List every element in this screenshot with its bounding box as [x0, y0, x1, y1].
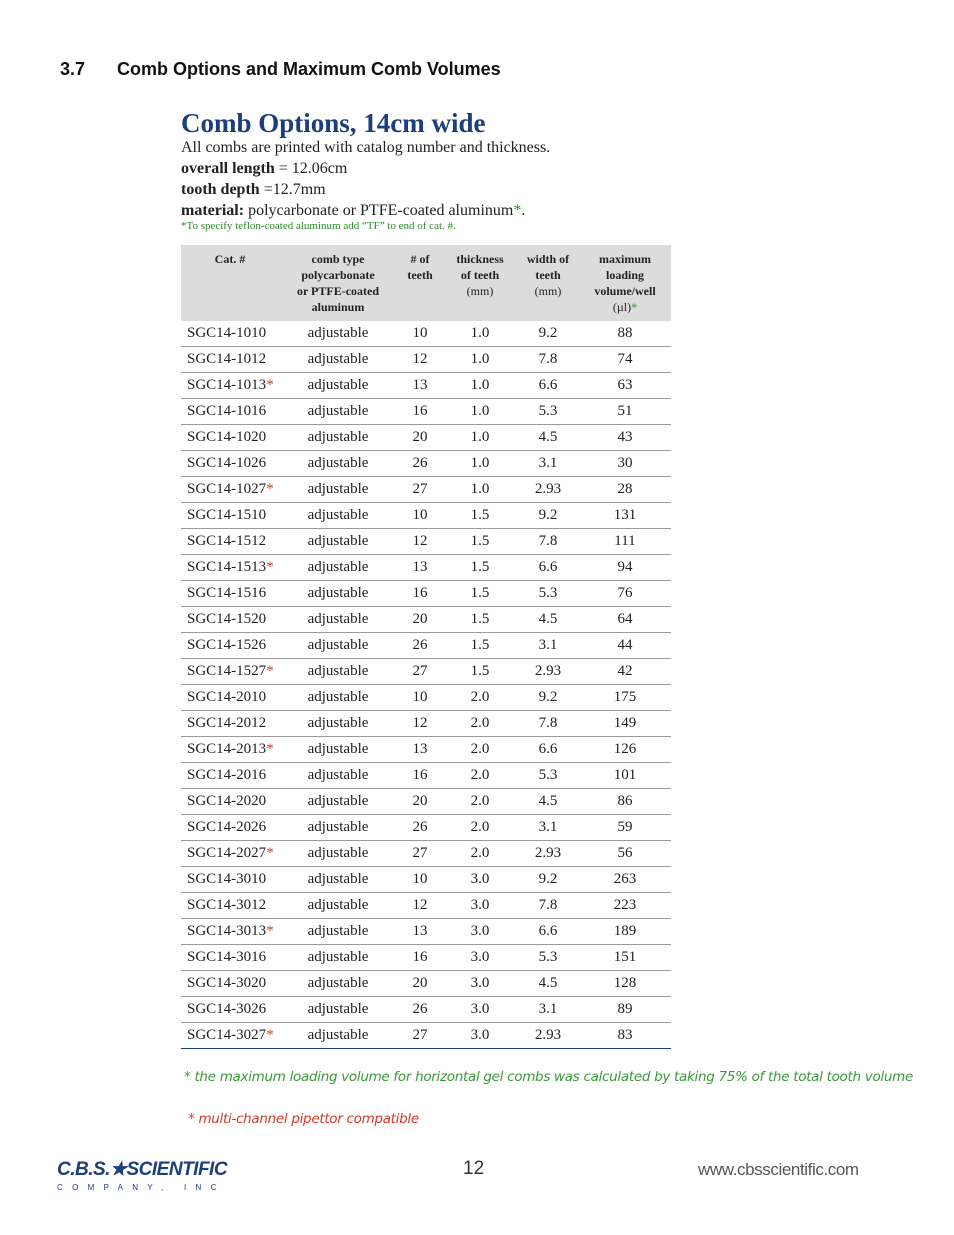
cell-volume: 64: [579, 607, 671, 633]
section-title: Comb Options and Maximum Comb Volumes: [117, 59, 501, 79]
table-body: [181, 321, 671, 1049]
cell-width: 2.93: [517, 477, 579, 503]
table-row: [181, 997, 671, 1023]
header-volume: maximum loading volume/well (µl)*: [579, 245, 671, 321]
cell-comb-type: adjustable: [279, 763, 397, 789]
cell-thickness: 1.0: [443, 425, 517, 451]
cell-thickness: 1.5: [443, 503, 517, 529]
footnote-volume: * the maximum loading volume for horizontal gel combs was calculated by taking 75% of the total tooth volume: [184, 1069, 913, 1085]
cell-cat: SGC14-3012: [181, 893, 279, 919]
cell-volume: 149: [579, 711, 671, 737]
cell-comb-type: adjustable: [279, 633, 397, 659]
overall-length-line: [181, 158, 741, 179]
cell-thickness: 1.0: [443, 373, 517, 399]
tooth-depth-value: =12.7mm: [259, 181, 326, 198]
cell-width: 3.1: [517, 815, 579, 841]
cell-teeth: 16: [397, 763, 443, 789]
cell-width: 9.2: [517, 685, 579, 711]
cell-thickness: 3.0: [443, 893, 517, 919]
cell-comb-type: adjustable: [279, 867, 397, 893]
cell-comb-type: adjustable: [279, 321, 397, 347]
cell-volume: 175: [579, 685, 671, 711]
cell-volume: 223: [579, 893, 671, 919]
teflon-note: *To specify teflon-coated aluminum add “TF” to end of cat. #.: [181, 220, 456, 232]
cell-teeth: 26: [397, 997, 443, 1023]
cell-width: 4.5: [517, 789, 579, 815]
cell-cat: SGC14-2016: [181, 763, 279, 789]
cell-thickness: 1.5: [443, 633, 517, 659]
cell-cat: SGC14-1526: [181, 633, 279, 659]
cell-comb-type: adjustable: [279, 737, 397, 763]
cell-comb-type: adjustable: [279, 425, 397, 451]
cell-cat: SGC14-2013*: [181, 737, 279, 763]
header-comb-type: comb type polycarbonate or PTFE-coated aluminum: [279, 245, 397, 321]
cell-thickness: 1.0: [443, 477, 517, 503]
table-row: [181, 555, 671, 581]
cell-cat: SGC14-2027*: [181, 841, 279, 867]
pipettor-star: *: [266, 845, 274, 861]
cell-volume: 189: [579, 919, 671, 945]
table-row: [181, 789, 671, 815]
cell-thickness: 3.0: [443, 867, 517, 893]
cell-cat: SGC14-1516: [181, 581, 279, 607]
cell-teeth: 12: [397, 347, 443, 373]
cell-cat: SGC14-1527*: [181, 659, 279, 685]
cell-width: 4.5: [517, 607, 579, 633]
cell-teeth: 27: [397, 659, 443, 685]
cell-volume: 76: [579, 581, 671, 607]
table-row: [181, 971, 671, 997]
cell-width: 5.3: [517, 581, 579, 607]
table-row: [181, 737, 671, 763]
cell-cat: SGC14-2012: [181, 711, 279, 737]
cell-thickness: 1.0: [443, 451, 517, 477]
table-row: [181, 685, 671, 711]
cell-comb-type: adjustable: [279, 659, 397, 685]
cell-teeth: 10: [397, 503, 443, 529]
cell-volume: 151: [579, 945, 671, 971]
cell-comb-type: adjustable: [279, 971, 397, 997]
pipettor-star: *: [266, 1027, 274, 1043]
table-row: [181, 633, 671, 659]
cell-cat: SGC14-1512: [181, 529, 279, 555]
cell-comb-type: adjustable: [279, 711, 397, 737]
cell-thickness: 2.0: [443, 685, 517, 711]
cell-width: 4.5: [517, 971, 579, 997]
table-row: [181, 945, 671, 971]
cell-teeth: 20: [397, 789, 443, 815]
logo-subtitle: COMPANY, INC: [57, 1183, 226, 1192]
header-teeth: # of teeth: [397, 245, 443, 321]
cell-thickness: 1.5: [443, 529, 517, 555]
cell-width: 2.93: [517, 841, 579, 867]
material-end: .: [521, 202, 526, 219]
cell-volume: 131: [579, 503, 671, 529]
material-line: [181, 200, 741, 221]
cell-volume: 101: [579, 763, 671, 789]
cell-width: 6.6: [517, 555, 579, 581]
cell-cat: SGC14-2020: [181, 789, 279, 815]
cell-volume: 89: [579, 997, 671, 1023]
cell-width: 9.2: [517, 867, 579, 893]
cell-comb-type: adjustable: [279, 685, 397, 711]
cell-thickness: 3.0: [443, 919, 517, 945]
page-title: Comb Options, 14cm wide: [181, 108, 486, 138]
logo-star-icon: ★: [109, 1159, 127, 1180]
cell-thickness: 2.0: [443, 841, 517, 867]
cell-cat: SGC14-1513*: [181, 555, 279, 581]
cell-teeth: 20: [397, 425, 443, 451]
material-star: *: [513, 202, 522, 219]
cell-thickness: 1.5: [443, 555, 517, 581]
cell-width: 6.6: [517, 919, 579, 945]
cell-comb-type: adjustable: [279, 841, 397, 867]
overall-length-value: = 12.06cm: [274, 160, 348, 177]
cell-cat: SGC14-1016: [181, 399, 279, 425]
cell-teeth: 12: [397, 529, 443, 555]
cell-width: 5.3: [517, 763, 579, 789]
material-value: polycarbonate or PTFE-coated aluminum: [244, 202, 514, 219]
table-row: [181, 867, 671, 893]
cell-width: 2.93: [517, 1023, 579, 1049]
table-row: [181, 451, 671, 477]
cell-thickness: 1.5: [443, 607, 517, 633]
cell-comb-type: adjustable: [279, 997, 397, 1023]
footnote-pipettor: * multi-channel pipettor compatible: [188, 1111, 419, 1127]
cell-width: 5.3: [517, 945, 579, 971]
cell-comb-type: adjustable: [279, 945, 397, 971]
pipettor-star: *: [266, 377, 274, 393]
cell-comb-type: adjustable: [279, 347, 397, 373]
tooth-depth-label: tooth depth: [181, 181, 260, 198]
cell-thickness: 2.0: [443, 763, 517, 789]
table-row: [181, 503, 671, 529]
cell-cat: SGC14-2010: [181, 685, 279, 711]
cell-cat: SGC14-1012: [181, 347, 279, 373]
cell-width: 6.6: [517, 373, 579, 399]
table-row: [181, 763, 671, 789]
header-cat: Cat. #: [181, 245, 279, 321]
table-row: [181, 607, 671, 633]
cell-volume: 128: [579, 971, 671, 997]
cell-teeth: 26: [397, 815, 443, 841]
cell-width: 3.1: [517, 451, 579, 477]
cell-comb-type: adjustable: [279, 399, 397, 425]
page-number: 12: [463, 1158, 485, 1179]
cell-thickness: 3.0: [443, 997, 517, 1023]
cell-teeth: 12: [397, 711, 443, 737]
cell-volume: 56: [579, 841, 671, 867]
cell-thickness: 2.0: [443, 815, 517, 841]
pipettor-star: *: [266, 559, 274, 575]
cell-teeth: 16: [397, 399, 443, 425]
cell-volume: 263: [579, 867, 671, 893]
cell-thickness: 1.0: [443, 321, 517, 347]
cell-comb-type: adjustable: [279, 503, 397, 529]
overall-length-label: overall length: [181, 160, 275, 177]
cell-teeth: 26: [397, 451, 443, 477]
cell-teeth: 20: [397, 971, 443, 997]
cell-volume: 63: [579, 373, 671, 399]
cell-volume: 94: [579, 555, 671, 581]
cell-teeth: 16: [397, 945, 443, 971]
cell-teeth: 12: [397, 893, 443, 919]
cell-comb-type: adjustable: [279, 893, 397, 919]
website-link[interactable]: www.cbsscientific.com: [698, 1160, 859, 1179]
cell-width: 9.2: [517, 321, 579, 347]
table-row: [181, 529, 671, 555]
comb-options-table: [181, 245, 671, 1049]
cell-width: 9.2: [517, 503, 579, 529]
cell-teeth: 16: [397, 581, 443, 607]
cell-comb-type: adjustable: [279, 1023, 397, 1049]
cell-width: 7.8: [517, 347, 579, 373]
table-row: [181, 321, 671, 347]
cell-cat: SGC14-1026: [181, 451, 279, 477]
cell-teeth: 20: [397, 607, 443, 633]
cell-width: 7.8: [517, 893, 579, 919]
pipettor-star: *: [266, 741, 274, 757]
cell-volume: 43: [579, 425, 671, 451]
cell-width: 3.1: [517, 997, 579, 1023]
cell-comb-type: adjustable: [279, 555, 397, 581]
cell-cat: SGC14-1027*: [181, 477, 279, 503]
cell-teeth: 27: [397, 841, 443, 867]
cell-cat: SGC14-3027*: [181, 1023, 279, 1049]
table-row: [181, 1023, 671, 1049]
cell-thickness: 3.0: [443, 945, 517, 971]
cell-teeth: 13: [397, 737, 443, 763]
table-row: [181, 347, 671, 373]
table-row: [181, 711, 671, 737]
cell-cat: SGC14-1520: [181, 607, 279, 633]
cell-comb-type: adjustable: [279, 789, 397, 815]
cell-volume: 126: [579, 737, 671, 763]
cell-teeth: 13: [397, 555, 443, 581]
cell-width: 5.3: [517, 399, 579, 425]
cell-cat: SGC14-1510: [181, 503, 279, 529]
cell-cat: SGC14-3010: [181, 867, 279, 893]
cell-cat: SGC14-1010: [181, 321, 279, 347]
cell-volume: 83: [579, 1023, 671, 1049]
table-row: [181, 893, 671, 919]
cell-comb-type: adjustable: [279, 815, 397, 841]
cell-comb-type: adjustable: [279, 477, 397, 503]
cell-thickness: 1.0: [443, 347, 517, 373]
cell-volume: 111: [579, 529, 671, 555]
cell-width: 7.8: [517, 711, 579, 737]
cell-volume: 28: [579, 477, 671, 503]
cell-comb-type: adjustable: [279, 919, 397, 945]
cell-cat: SGC14-1013*: [181, 373, 279, 399]
cell-teeth: 10: [397, 685, 443, 711]
cell-volume: 30: [579, 451, 671, 477]
table-row: [181, 841, 671, 867]
cell-thickness: 2.0: [443, 711, 517, 737]
cell-comb-type: adjustable: [279, 373, 397, 399]
cell-teeth: 26: [397, 633, 443, 659]
cell-volume: 86: [579, 789, 671, 815]
cell-comb-type: adjustable: [279, 529, 397, 555]
cell-cat: SGC14-3026: [181, 997, 279, 1023]
section-number: 3.7: [60, 59, 86, 79]
pipettor-star: *: [266, 481, 274, 497]
header-width: width of teeth (mm): [517, 245, 579, 321]
header-thickness: thickness of teeth (mm): [443, 245, 517, 321]
cell-comb-type: adjustable: [279, 451, 397, 477]
cell-teeth: 13: [397, 919, 443, 945]
table-row: [181, 425, 671, 451]
table-row: [181, 399, 671, 425]
table-row: [181, 815, 671, 841]
cell-cat: SGC14-3020: [181, 971, 279, 997]
company-logo: [57, 1158, 227, 1198]
cell-thickness: 2.0: [443, 737, 517, 763]
table-row: [181, 659, 671, 685]
cell-cat: SGC14-2026: [181, 815, 279, 841]
pipettor-star: *: [266, 663, 274, 679]
table-row: [181, 373, 671, 399]
material-label: material:: [181, 202, 245, 219]
cell-volume: 42: [579, 659, 671, 685]
cell-thickness: 1.5: [443, 581, 517, 607]
table-row: [181, 919, 671, 945]
cell-volume: 74: [579, 347, 671, 373]
cell-cat: SGC14-1020: [181, 425, 279, 451]
cell-volume: 44: [579, 633, 671, 659]
cell-cat: SGC14-3013*: [181, 919, 279, 945]
cell-comb-type: adjustable: [279, 581, 397, 607]
cell-teeth: 13: [397, 373, 443, 399]
table-row: [181, 581, 671, 607]
cell-volume: 59: [579, 815, 671, 841]
cell-teeth: 27: [397, 1023, 443, 1049]
cell-teeth: 10: [397, 321, 443, 347]
cell-width: 6.6: [517, 737, 579, 763]
intro-line: All combs are printed with catalog number and thickness.: [181, 139, 551, 156]
cell-thickness: 1.0: [443, 399, 517, 425]
cell-width: 4.5: [517, 425, 579, 451]
cell-cat: SGC14-3016: [181, 945, 279, 971]
cell-volume: 51: [579, 399, 671, 425]
cell-thickness: 3.0: [443, 971, 517, 997]
cell-comb-type: adjustable: [279, 607, 397, 633]
tooth-depth-line: [181, 179, 741, 200]
intro-block: [181, 137, 741, 233]
cell-teeth: 27: [397, 477, 443, 503]
cell-thickness: 3.0: [443, 1023, 517, 1049]
pipettor-star: *: [266, 923, 274, 939]
cell-width: 7.8: [517, 529, 579, 555]
table-header-row: [181, 245, 671, 321]
cell-volume: 88: [579, 321, 671, 347]
cell-width: 2.93: [517, 659, 579, 685]
table-row: [181, 477, 671, 503]
cell-width: 3.1: [517, 633, 579, 659]
logo-wordmark: C.B.S.★SCIENTIFIC: [57, 1159, 228, 1180]
cell-thickness: 2.0: [443, 789, 517, 815]
section-heading: [60, 59, 501, 80]
cell-thickness: 1.5: [443, 659, 517, 685]
cell-teeth: 10: [397, 867, 443, 893]
